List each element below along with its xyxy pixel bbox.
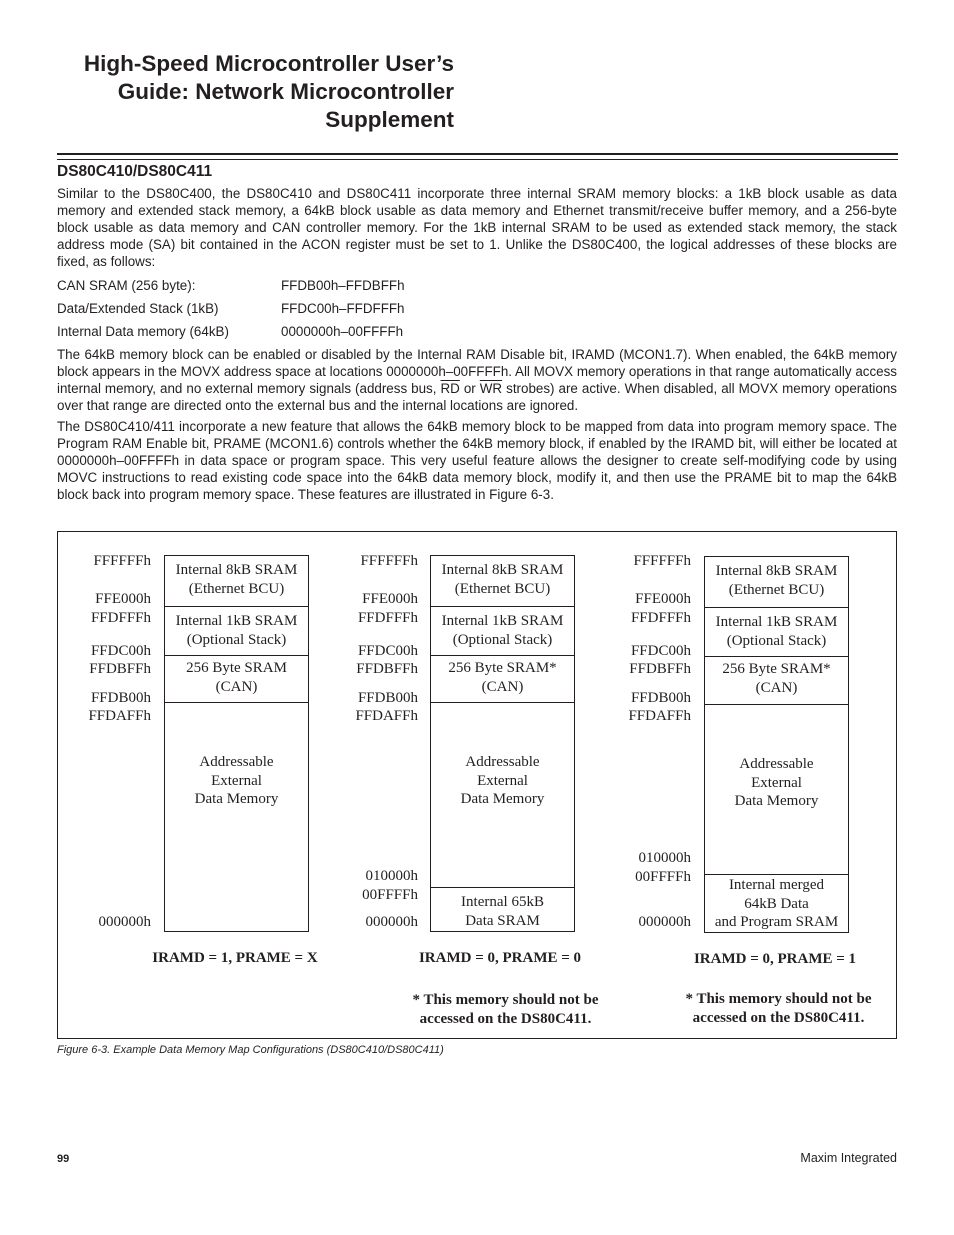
map3-region-merged-line2: 64kB Data [744,895,809,912]
map2-note-line2: accessed on the DS80C411. [419,1011,592,1027]
map2-region-ethernet-line2: (Ethernet BCU) [454,580,551,597]
map1-addr-ffdc00: FFDC00h [90,643,151,659]
map1-region-external-memory [165,702,308,931]
map3-memory-column [704,556,849,933]
map3-region-external-memory [705,704,848,874]
map1-region-can-line1: 256 Byte SRAM [186,660,287,676]
map3-region-merged-sram [705,874,848,932]
iramd-paragraph-part1: The 64kB memory block can be enabled or disabled by the Internal RAM Disable bit, IRAMD (MCON1.7). When enabled, the 64kB memory block appears in the MOVX address space at locations 0000000h–00FFFFh. All MOVX memory operations in that range automatically access internal memory, and no external memory signals (address bus, [57,347,897,396]
map3-region-external-line2: External [751,774,802,791]
map1-region-can-sram [165,655,308,702]
map2-region-internal-line2: Data SRAM [465,912,540,929]
memory-map-figure [57,531,897,1039]
map1-region-can-line2: (CAN) [215,678,258,695]
map3-addr-ffdaff: FFDAFFh [628,708,691,724]
address-value-data: 0000000h–00FFFFh [281,324,404,339]
map2-region-ethernet-line1: Internal 8kB SRAM [441,562,564,578]
map2-region-stack-line2: (Optional Stack) [452,631,553,648]
header-rule-thin [57,159,898,160]
map2-memory-column [430,555,575,932]
map2-addr-ffdc00: FFDC00h [357,643,418,659]
map1-region-ethernet-line2: (Ethernet BCU) [188,580,285,597]
map2-region-can-line1: 256 Byte SRAM* [448,660,557,676]
map3-region-stack-line2: (Optional Stack) [726,632,827,649]
map3-region-stack-sram [705,607,848,656]
map3-region-merged-line1: Internal merged [728,877,825,893]
map2-region-can-sram [431,655,574,702]
title-line-1: High-Speed Microcontroller User’s [83,51,454,76]
map2-region-can-line2: (CAN) [481,678,524,695]
map3-addr-010000: 010000h [638,850,691,866]
map1-memory-column [164,555,309,932]
map3-region-can-sram [705,656,848,704]
map3-region-merged-line3: and Program SRAM [714,914,839,930]
rd-signal: $\overline{RD}$ [440,381,460,396]
map1-region-external-line1: Addressable [199,754,274,770]
map1-region-ethernet-line1: Internal 8kB SRAM [175,562,298,578]
map2-addr-010000: 010000h [365,868,418,884]
map1-region-stack-sram [165,606,308,655]
map2-addr-ffe000: FFE000h [362,591,418,607]
map2-region-external-line3: Data Memory [460,791,545,807]
map3-region-external-line3: Data Memory [734,793,819,809]
header-rule-thick [57,153,898,155]
intro-paragraph: Similar to the DS80C400, the DS80C410 and DS80C411 incorporate three internal SRAM memory blocks: a 1kB block usable as data memory and extended stack memory, a 64kB block usable as data memory and Ethernet transmit/receive buffer memory, and a 256-byte block usable as data memory and CAN controller memory. For the 1kB internal SRAM to be used as extended stack memory, the stack address mode (SA) bit contained in the ACON register must be set to 1. Unlike the DS80C400, the logical addresses of these blocks are fixed, as follows: [57,186,897,269]
map3-region-ethernet-line1: Internal 8kB SRAM [715,563,838,579]
map3-caption: IRAMD = 0, PRAME = 1 [693,951,857,967]
map3-addr-ffdb00: FFDB00h [630,690,691,706]
map3-region-ethernet-sram [705,557,848,607]
map2-addr-ffdfff: FFDFFFh [357,610,418,626]
map2-region-stack-line1: Internal 1kB SRAM [441,613,564,629]
map2-addr-ffdb00: FFDB00h [357,690,418,706]
map1-region-external-line3: Data Memory [194,791,279,807]
wr-signal: $\overline{WR}$ [479,381,503,396]
map1-addr-ffdfff: FFDFFFh [90,610,151,626]
iramd-paragraph-part2: strobes) are active. When disabled, all MOVX memory operations over that range are directed onto the external bus and the internal locations are ignored. [57,381,898,413]
map2-region-stack-sram [431,606,574,655]
map1-addr-000000: 000000h [98,914,151,930]
map1-region-stack-line2: (Optional Stack) [186,631,287,648]
map1-caption: IRAMD = 1, PRAME = X [152,950,318,966]
address-value-can: FFDB00h–FFDBFFh [281,278,405,293]
map1-region-stack-line1: Internal 1kB SRAM [175,613,298,629]
map2-region-internal-data-sram [431,887,574,931]
iramd-paragraph-or: or [459,381,480,396]
map2-note-line1: * This memory should not be [412,992,599,1008]
map3-note-line2: accessed on the DS80C411. [692,1010,865,1026]
map1-region-external-line2: External [211,772,262,789]
map2-region-internal-line1: Internal 65kB [461,894,544,910]
map3-addr-ffe000: FFE000h [635,591,691,607]
figure-caption: Figure 6-3. Example Data Memory Map Configurations (DS80C410/DS80C411) [57,1044,444,1056]
map2-region-external-line2: External [477,772,528,789]
map1-addr-ffe000: FFE000h [95,591,151,607]
map3-region-external-line1: Addressable [739,756,814,772]
map2-region-external-memory [431,702,574,887]
map1-addr-ffdb00: FFDB00h [90,690,151,706]
page-title [40,50,454,134]
address-label-data: Internal Data memory (64kB) [57,324,229,339]
map3-region-can-line1: 256 Byte SRAM* [722,661,831,677]
map1-region-ethernet-sram [165,556,308,606]
company-name: Maxim Integrated [800,1151,897,1165]
map3-note [676,990,881,1028]
title-line-3: Supplement [325,107,454,132]
map3-note-line1: * This memory should not be [685,991,872,1007]
map1-addr-ffdaff: FFDAFFh [88,708,151,724]
map2-note [403,991,608,1029]
map3-addr-00ffff: 00FFFFh [635,869,691,885]
map2-addr-00ffff: 00FFFFh [362,887,418,903]
map3-addr-ffdbff: FFDBFFh [629,661,691,677]
map3-addr-ffffff: FFFFFFh [633,553,691,569]
map2-addr-ffdbff: FFDBFFh [356,661,418,677]
section-heading: DS80C410/DS80C411 [57,163,213,180]
map2-region-ethernet-sram [431,556,574,606]
map3-region-can-line2: (CAN) [755,679,798,696]
address-label-stack: Data/Extended Stack (1kB) [57,301,219,316]
map2-addr-ffffff: FFFFFFh [360,553,418,569]
address-value-stack: FFDC00h–FFDFFFh [281,301,405,316]
map2-caption: IRAMD = 0, PRAME = 0 [418,950,582,966]
map1-addr-ffffff: FFFFFFh [93,553,151,569]
map2-addr-ffdaff: FFDAFFh [355,708,418,724]
title-line-2: Guide: Network Microcontroller [117,79,454,104]
map3-addr-000000: 000000h [638,914,691,930]
map3-addr-ffdc00: FFDC00h [630,643,691,659]
map2-addr-000000: 000000h [365,914,418,930]
map2-region-external-line1: Addressable [465,754,540,770]
map3-region-ethernet-line2: (Ethernet BCU) [728,581,825,598]
prame-paragraph: The DS80C410/411 incorporate a new feature that allows the 64kB memory block to be mapped from data into program memory space. The Program RAM Enable bit, PRAME (MCON1.6) controls whether the 64kB memory block, if enabled by the IRAMD bit, will either be located at 0000000h–00FFFFh in data space or program space. This very useful feature allows the designer to create self-modifying code by using MOVC instructions to read existing code space into the 64kB data memory block, modify it, and then use the PRAME bit to map the 64kB block back into program memory space. These features are illustrated in Figure 6-3. [57,419,897,502]
address-label-can: CAN SRAM (256 byte): [57,278,196,293]
map3-region-stack-line1: Internal 1kB SRAM [715,614,838,630]
map1-addr-ffdbff: FFDBFFh [89,661,151,677]
map3-addr-ffdfff: FFDFFFh [630,610,691,626]
page-number: 99 [57,1153,70,1165]
iramd-paragraph [57,346,897,414]
